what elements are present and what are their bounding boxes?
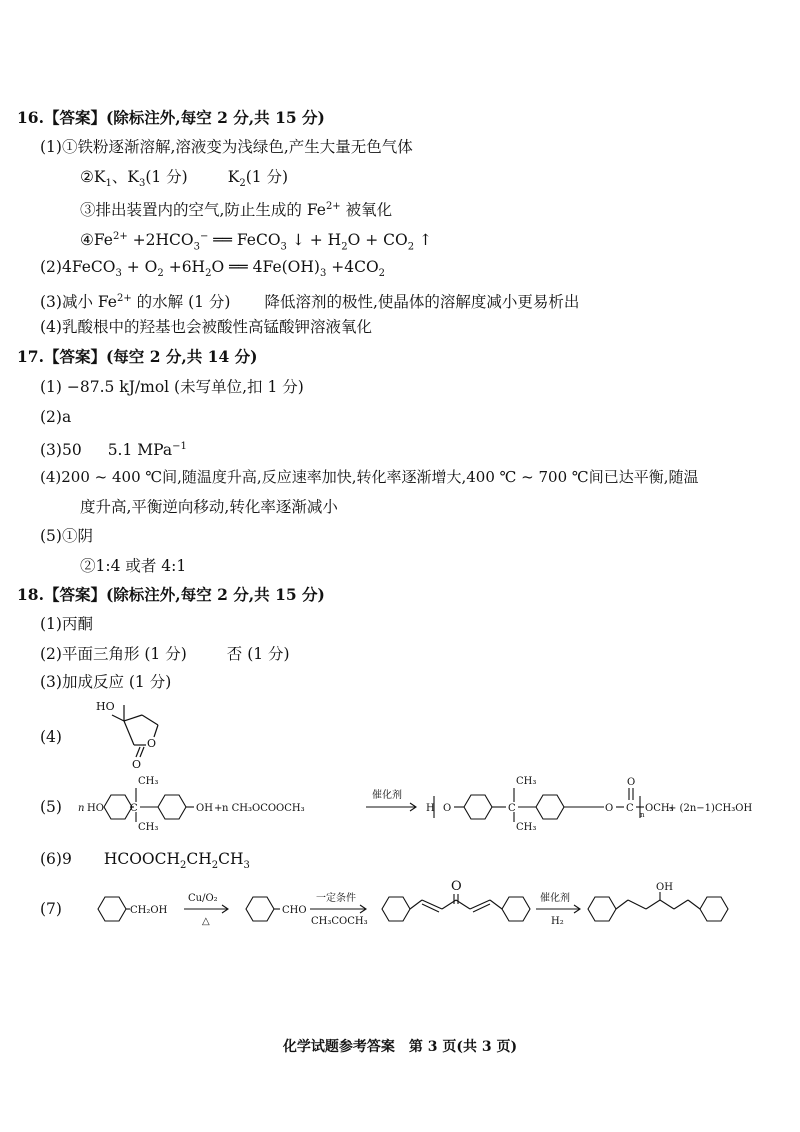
q17-part3: (3)50 5.1 MPa$^{-1}$ bbox=[40, 441, 187, 460]
svg-text:C: C bbox=[130, 803, 138, 814]
svg-text:C: C bbox=[626, 803, 634, 814]
svg-text:CH₃: CH₃ bbox=[516, 822, 537, 833]
svg-text:CH₃: CH₃ bbox=[138, 776, 159, 787]
svg-text:O: O bbox=[451, 879, 462, 894]
q18-part7-route bbox=[70, 872, 770, 944]
svg-text:+ (2n−1)CH₃OH: + (2n−1)CH₃OH bbox=[668, 803, 753, 814]
svg-text:C: C bbox=[508, 803, 516, 814]
svg-text:HO: HO bbox=[87, 803, 104, 814]
q18-part3: (3)加成反应 (1 分) bbox=[40, 673, 172, 691]
q18-part2: (2)平面三角形 (1 分) 否 (1 分) bbox=[40, 645, 290, 663]
svg-text:CHO: CHO bbox=[282, 905, 307, 916]
svg-text:一定条件: 一定条件 bbox=[316, 893, 356, 904]
q18-part4-label: (4) bbox=[40, 728, 62, 746]
svg-text:O: O bbox=[443, 803, 452, 814]
q18-part5-reaction bbox=[70, 770, 770, 842]
svg-text:H₂: H₂ bbox=[551, 916, 564, 927]
svg-text:OH: OH bbox=[656, 882, 673, 893]
q17-part1: (1) −87.5 kJ/mol (未写单位,扣 1 分) bbox=[40, 378, 304, 396]
q16-header: 16.【答案】(除标注外,每空 2 分,共 15 分) bbox=[17, 108, 325, 127]
svg-text:CH₃: CH₃ bbox=[516, 776, 537, 787]
svg-text:Cu/O₂: Cu/O₂ bbox=[188, 893, 218, 904]
ring-oxygen-label: O bbox=[147, 737, 157, 750]
svg-text:OH: OH bbox=[196, 803, 213, 814]
svg-text:催化剂: 催化剂 bbox=[372, 790, 402, 801]
svg-text:n: n bbox=[78, 803, 85, 814]
q17-part5-line1: (5)①阴 bbox=[40, 527, 93, 545]
svg-text:催化剂: 催化剂 bbox=[540, 893, 570, 904]
svg-text:CH₃: CH₃ bbox=[138, 822, 159, 833]
q16-part1-equation: $④Fe^{2+} +2HCO_3^-$ ══ FeCO$_3$ ↓ + $H_2O + CO_2$ ↑ bbox=[80, 231, 432, 253]
q17-part4-line2: 度升高,平衡逆向移动,转化率逐渐减小 bbox=[80, 498, 338, 516]
svg-text:n: n bbox=[640, 811, 645, 819]
svg-text:OCH₃: OCH₃ bbox=[645, 803, 674, 814]
q16-part3: (3)减小 $Fe^{2+}$ 的水解 (1 分) 降低溶剂的极性,使晶体的溶解度减小更易析出 bbox=[40, 293, 580, 312]
svg-text:CH₃COCH₃: CH₃COCH₃ bbox=[311, 916, 368, 927]
q17-part4-line1: (4)200 ~ 400 ℃间,随温度升高,反应速率加快,转化率逐渐增大,400 ℃ ~ 700 ℃间已达平衡,随温 bbox=[40, 468, 699, 486]
q17-header: 17.【答案】(每空 2 分,共 14 分) bbox=[17, 347, 258, 366]
svg-text:H: H bbox=[426, 803, 435, 814]
q18-part7-label: (7) bbox=[40, 900, 62, 918]
q16-part1-line2: $②K_1$、$K_3(1$ 分) $K_2(1$ 分) bbox=[80, 168, 289, 190]
q18-part1: (1)丙酮 bbox=[40, 615, 93, 633]
q16-part2-equation: (2)4FeCO$_3$ + $O_2 +6H_2O$ ══ $4Fe(OH)_3 +4CO_2$ bbox=[40, 258, 386, 280]
q17-part2: (2)a bbox=[40, 408, 72, 426]
page-footer: 化学试题参考答案 第 3 页(共 3 页) bbox=[282, 1039, 518, 1055]
q18-part4-structure bbox=[80, 695, 200, 770]
svg-text:O: O bbox=[605, 803, 614, 814]
svg-text:O: O bbox=[627, 777, 636, 788]
q18-header: 18.【答案】(除标注外,每空 2 分,共 15 分) bbox=[17, 585, 325, 604]
q17-part5-line2: ②1:4 或者 4:1 bbox=[80, 557, 187, 575]
svg-text:△: △ bbox=[202, 916, 210, 927]
q16-part1-line3: ③排出装置内的空气,防止生成的 $Fe^{2+}$ 被氧化 bbox=[80, 201, 393, 220]
q16-part4: (4)乳酸根中的羟基也会被酸性高锰酸钾溶液氧化 bbox=[40, 318, 372, 336]
q18-part6: (6)9 $HCOOCH_2CH_2CH_3$ bbox=[40, 850, 250, 872]
svg-text:CH₂OH: CH₂OH bbox=[130, 905, 168, 916]
carbonyl-oxygen-label: O bbox=[132, 758, 142, 771]
svg-text:n CH₃OCOOCH₃: n CH₃OCOOCH₃ bbox=[222, 803, 305, 814]
svg-text:+: + bbox=[214, 803, 223, 814]
q16-part1-line1: (1)①铁粉逐渐溶解,溶液变为浅绿色,产生大量无色气体 bbox=[40, 138, 413, 156]
hydroxy-label: HO bbox=[96, 700, 115, 713]
q18-part5-label: (5) bbox=[40, 798, 62, 816]
